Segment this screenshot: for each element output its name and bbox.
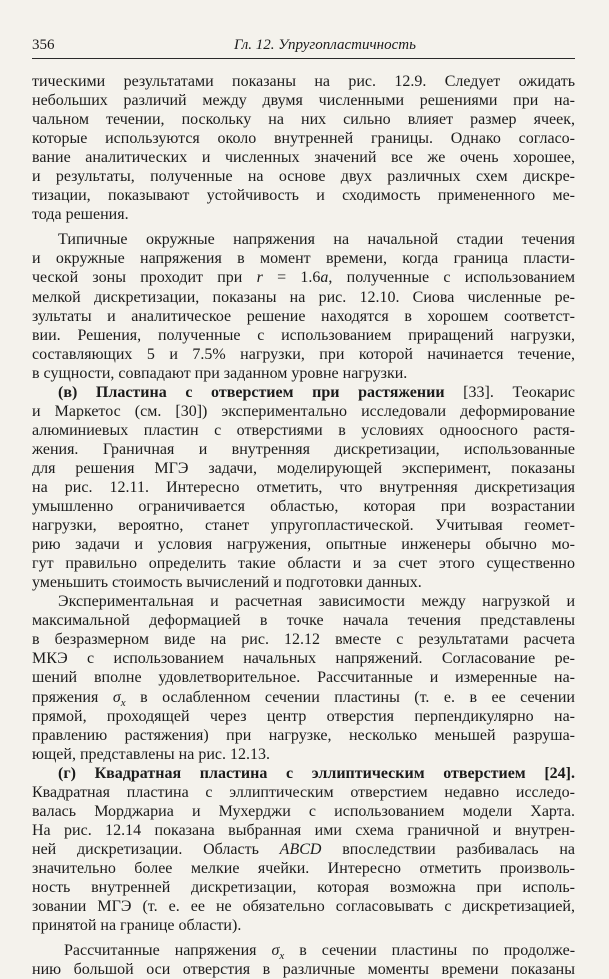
text-line: ность внутренней дискретизации, которая возможна при исполь- — [32, 878, 575, 896]
paragraph-1 — [32, 72, 575, 224]
text-line: МКЭ с использованием начальных напряжений. Согласование ре- — [32, 650, 575, 668]
text-line: зультаты и аналитическое решение находятся в хорошем соответст- — [32, 307, 575, 325]
text-line: для решения МГЭ задачи, моделирующей эксперимент, показаны — [32, 459, 575, 477]
paragraph-6 — [32, 941, 575, 979]
chapter-title: Гл. 12. Упругопластичность — [234, 37, 416, 53]
text-line: тизации, показывают устойчивость и сходимость примененного ме- — [32, 187, 575, 205]
text-line: чальном течении, поскольку на них сильно влияет размер ячеек, — [32, 111, 575, 129]
sigma-symbol: σ — [271, 942, 280, 960]
text-line: вание аналитических и численных значений все же очень хорошее, — [32, 149, 575, 167]
variable-r: r — [256, 269, 263, 287]
subscript-x: x — [279, 950, 285, 963]
text-line: тическими результатами показаны на рис. 12.9. Следует ожидать — [32, 73, 575, 90]
text-line: гут правильно определить такие области и за счет этого существенно — [32, 555, 575, 573]
running-head — [32, 24, 575, 53]
section-heading-line — [32, 764, 575, 783]
text-line: и окружные напряжения в момент времени, когда граница пласти- — [32, 250, 575, 268]
region-abcd: ABCD — [279, 840, 322, 858]
text-segment: пряжения — [32, 688, 99, 706]
text-line: небольших различий между двумя численными решениями при на- — [32, 92, 575, 110]
paragraph-2 — [32, 230, 575, 382]
reference: [33]. — [463, 383, 494, 401]
text-line-with-formula — [32, 268, 575, 287]
text-line: На рис. 12.14 показана выбранная ими схема граничной и внутрен- — [32, 821, 575, 839]
text-line-with-formula — [32, 688, 575, 707]
section-heading-line — [32, 383, 575, 402]
page-number: 356 — [32, 37, 55, 53]
text-line: шений вполне удовлетворительное. Рассчитанные и измеренные на- — [32, 669, 575, 687]
text-line: Типичные окружные напряжения на начальной стадии течения — [58, 231, 575, 249]
paragraph-5 — [32, 764, 575, 935]
header-rule — [32, 58, 575, 59]
text-line: вии. Решения, полученные с использованием приращений нагрузки, — [32, 326, 575, 344]
text-line: значительно более мелкие ячейки. Интересно отметить произволь- — [32, 859, 575, 877]
section-heading-d: (г) Квадратная пластина с эллиптическим отверстием — [58, 764, 526, 782]
text-line: алюминиевых пластин с отверстиями в условиях одноосного растя- — [32, 421, 575, 439]
text-segment: , полученные с использованием — [328, 269, 576, 287]
paragraph-4 — [32, 592, 575, 763]
text-line: на рис. 12.11. Интересно отметить, что внутренняя дискретизация — [32, 478, 575, 496]
text-line: составляющих 5 и 7.5% нагрузки, при которой начинается течение, — [32, 345, 575, 363]
text-segment: впоследствии разбивалась на — [321, 840, 576, 858]
text-line: нагрузки, вероятно, станет упругопластической. Учитывая геомет- — [32, 517, 575, 535]
text-line: Экспериментальная и расчетная зависимости между нагрузкой и — [58, 593, 575, 611]
section-heading-c: (в) Пластина с отверстием при растяжении — [58, 383, 445, 401]
text-line: валась Морджариа и Мухерджи с использованием модели Харта. — [32, 802, 575, 820]
sigma-symbol: σ — [112, 688, 121, 706]
text-line: и Маркетос (см. [30]) экспериментально исследовали деформирование — [32, 402, 575, 420]
text-line: умышленно ограничивается областью, которая при возрастании — [32, 498, 575, 516]
text-segment: Теокарис — [512, 383, 576, 401]
text-line: нию большой оси отверстия в различные моменты времени показаны — [32, 961, 575, 979]
text-line: ющей, представлены на рис. 12.13. — [32, 745, 270, 763]
reference: [24]. — [544, 764, 575, 782]
text-line: Квадратная пластина с эллиптическим отверстием недавно исследо- — [32, 783, 575, 801]
text-line: мелкой дискретизации, показаны на рис. 12.10. Сиова численные ре- — [32, 288, 575, 306]
text-line-with-formula — [32, 840, 575, 859]
text-line: в сущности, совпадают при заданном уровне нагрузки. — [32, 364, 408, 382]
text-line: уменьшить стоимость вычислений и подготовки данных. — [32, 574, 422, 592]
text-line: жения. Граничная и внутренняя дискретизации, использованные — [32, 440, 575, 458]
text-line: прямой, проходящей через центр отверстия перпендикулярно на- — [32, 707, 575, 725]
variable-a: a — [320, 269, 329, 287]
text-segment: Рассчитанные напряжения — [64, 942, 257, 960]
text-line: которые используются около внутренней границы. Однако согласо- — [32, 130, 575, 148]
equation-value: = 1.6 — [262, 269, 321, 287]
text-line: максимальной деформацией в точке начала течения представлены — [32, 612, 575, 630]
text-segment: ней дискретизации. Область — [32, 840, 259, 858]
paragraph-3 — [32, 383, 575, 593]
text-line: правлению растяжения) при нагрузке, несколько меньшей разруша- — [32, 726, 575, 744]
text-line-with-formula — [32, 941, 576, 963]
subscript-x: x — [120, 696, 126, 709]
text-segment: в ослабленном сечении пластины (т. е. в ее сечении — [125, 688, 575, 706]
text-line: зовании МГЭ (т. е. ее не обязательно согласовывать с дискретизацией, — [32, 898, 575, 916]
text-line: принятой на границе области). — [32, 917, 242, 935]
text-line: тода решения. — [32, 206, 129, 224]
text-segment: в сечении пластины по продолже- — [284, 942, 576, 960]
text-segment: ческой зоны проходит при — [32, 269, 243, 287]
text-line: рию задачи и условия нагружения, опытные инженеры обычно мо- — [32, 536, 575, 554]
body-text — [32, 72, 575, 979]
text-line: и результаты, полученные на основе двух различных схем дискре- — [32, 168, 575, 186]
text-line: в безразмерном виде на рис. 12.12 вместе с результатами расчета — [32, 631, 575, 649]
